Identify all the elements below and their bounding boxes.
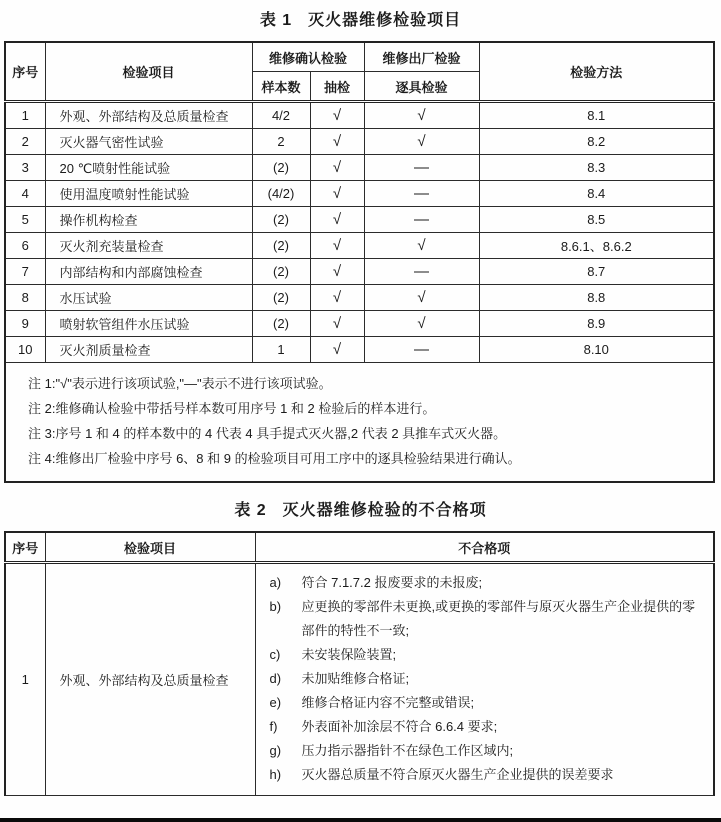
table2-title-text: 灭火器维修检验的不合格项	[282, 502, 487, 519]
fail-item	[270, 763, 704, 787]
cell-method: 8.3	[479, 155, 714, 181]
fail-item-text: 压力指示器指针不在绿色工作区域内;	[301, 743, 514, 758]
note-line: 注 4:维修出厂检验中序号 6、8 和 9 的检验项目可用工序中的逐具检验结果进行确认。	[28, 451, 521, 466]
cell-spot: √	[310, 285, 364, 311]
header-item: 检验项目	[45, 532, 255, 563]
table-row	[5, 129, 714, 155]
cell-spot: √	[310, 207, 364, 233]
cell-each: √	[364, 311, 479, 337]
cell-seq: 6	[5, 233, 45, 259]
table2-title	[0, 483, 721, 522]
cell-seq: 1	[5, 102, 45, 129]
cell-each: —	[364, 181, 479, 207]
cell-sample: (2)	[252, 259, 310, 285]
table-row	[5, 311, 714, 337]
cell-method: 8.10	[479, 337, 714, 363]
cell-each: —	[364, 155, 479, 181]
header-seq: 序号	[5, 42, 45, 102]
cell-spot: √	[310, 129, 364, 155]
header-spot: 抽检	[310, 72, 364, 102]
cell-seq: 7	[5, 259, 45, 285]
cell-sample: (2)	[252, 155, 310, 181]
table2-title-label: 表 2	[234, 502, 267, 519]
fail-item	[270, 739, 704, 763]
cell-each: —	[364, 337, 479, 363]
cell-seq: 2	[5, 129, 45, 155]
cell-seq: 5	[5, 207, 45, 233]
cell-each: —	[364, 259, 479, 285]
cell-item: 使用温度喷射性能试验	[45, 181, 252, 207]
header-confirm-group: 维修确认检验	[252, 42, 364, 72]
table1-title-text: 灭火器维修检验项目	[308, 12, 462, 29]
fail-item-label: b)	[269, 599, 282, 614]
fail-item	[270, 715, 704, 739]
cell-seq: 9	[5, 311, 45, 337]
cell-item: 灭火器气密性试验	[45, 129, 252, 155]
cell-sample: (2)	[252, 233, 310, 259]
table2-nonconforming-items	[4, 531, 715, 796]
fail-item-label: e)	[269, 695, 282, 710]
cell-sample: (2)	[252, 311, 310, 337]
fail-item-label: d)	[269, 671, 282, 686]
table1-title	[0, 0, 721, 32]
table1-notes-row	[5, 363, 714, 483]
cell-seq: 10	[5, 337, 45, 363]
table-row	[5, 337, 714, 363]
table1-header	[5, 42, 714, 102]
cell-spot: √	[310, 233, 364, 259]
fail-item-text: 符合 7.1.7.2 报废要求的未报废;	[301, 575, 483, 590]
header-seq: 序号	[5, 532, 45, 563]
note-line: 注 2:维修确认检验中带括号样本数可用序号 1 和 2 检验后的样本进行。	[28, 401, 436, 416]
cell-seq: 3	[5, 155, 45, 181]
fail-item-label: g)	[269, 743, 282, 758]
fail-item	[270, 667, 704, 691]
table-row	[5, 233, 714, 259]
table1-inspection-items	[4, 41, 715, 483]
cell-spot: √	[310, 155, 364, 181]
cell-seq: 1	[5, 563, 45, 796]
cell-sample: 1	[252, 337, 310, 363]
table-row	[5, 207, 714, 233]
header-each-unit: 逐具检验	[364, 72, 479, 102]
table-row	[5, 285, 714, 311]
cell-sample: 4/2	[252, 102, 310, 129]
header-sample: 样本数	[252, 72, 310, 102]
table2-header	[5, 532, 714, 563]
cell-spot: √	[310, 259, 364, 285]
fail-item-text: 未安装保险装置;	[301, 647, 397, 662]
fail-item-text: 未加贴维修合格证;	[301, 671, 410, 686]
cell-spot: √	[310, 181, 364, 207]
fail-item	[270, 595, 704, 643]
table-row	[5, 259, 714, 285]
header-factory-group: 维修出厂检验	[364, 42, 479, 72]
cell-spot: √	[310, 102, 364, 129]
cell-item: 水压试验	[45, 285, 252, 311]
cell-item: 内部结构和内部腐蚀检查	[45, 259, 252, 285]
fail-item-label: f)	[269, 719, 278, 734]
cell-seq: 8	[5, 285, 45, 311]
table-row	[5, 181, 714, 207]
table-row	[5, 102, 714, 129]
cell-each: √	[364, 102, 479, 129]
table-row	[5, 563, 714, 796]
cell-spot: √	[310, 337, 364, 363]
fail-item-text: 应更换的零部件未更换,或更换的零部件与原灭火器生产企业提供的零部件的特性不一致;	[301, 599, 696, 638]
cell-item: 20 ℃喷射性能试验	[45, 155, 252, 181]
cell-method: 8.7	[479, 259, 714, 285]
fail-item-text: 灭火器总质量不符合原灭火器生产企业提供的误差要求	[301, 767, 614, 782]
cell-item: 操作机构检查	[45, 207, 252, 233]
fail-item-text: 维修合格证内容不完整或错误;	[301, 695, 475, 710]
cell-sample: (2)	[252, 207, 310, 233]
cell-method: 8.1	[479, 102, 714, 129]
header-method: 检验方法	[479, 42, 714, 102]
cell-method: 8.2	[479, 129, 714, 155]
fail-item	[270, 691, 704, 715]
cell-each: √	[364, 233, 479, 259]
cell-item: 喷射软管组件水压试验	[45, 311, 252, 337]
cell-each: —	[364, 207, 479, 233]
cell-fail-list	[255, 563, 714, 796]
cell-item: 外观、外部结构及总质量检查	[45, 563, 255, 796]
table1-notes	[5, 363, 714, 483]
fail-item-label: a)	[269, 575, 282, 590]
cell-spot: √	[310, 311, 364, 337]
table1-title-label: 表 1	[259, 12, 293, 29]
note-line: 注 3:序号 1 和 4 的样本数中的 4 代表 4 具手提式灭火器,2 代表 2 具推车式灭火器。	[28, 426, 507, 441]
cell-item: 灭火剂充装量检查	[45, 233, 252, 259]
cell-item: 外观、外部结构及总质量检查	[45, 102, 252, 129]
cell-sample: (4/2)	[252, 181, 310, 207]
cell-seq: 4	[5, 181, 45, 207]
fail-item	[270, 643, 704, 667]
scan-edge-bar	[0, 818, 721, 822]
cell-each: √	[364, 129, 479, 155]
header-fail: 不合格项	[255, 532, 714, 563]
fail-item-text: 外表面补加涂层不符合 6.6.4 要求;	[301, 719, 498, 734]
cell-each: √	[364, 285, 479, 311]
fail-item-label: h)	[269, 767, 282, 782]
fail-item-label: c)	[269, 647, 281, 662]
cell-method: 8.8	[479, 285, 714, 311]
header-item: 检验项目	[45, 42, 252, 102]
table-row	[5, 155, 714, 181]
cell-sample: 2	[252, 129, 310, 155]
fail-item	[270, 571, 704, 595]
cell-method: 8.5	[479, 207, 714, 233]
cell-sample: (2)	[252, 285, 310, 311]
cell-method: 8.4	[479, 181, 714, 207]
cell-method: 8.6.1、8.6.2	[479, 233, 714, 259]
note-line: 注 1:"√"表示进行该项试验,"—"表示不进行该项试验。	[28, 376, 332, 391]
cell-method: 8.9	[479, 311, 714, 337]
cell-item: 灭火剂质量检查	[45, 337, 252, 363]
